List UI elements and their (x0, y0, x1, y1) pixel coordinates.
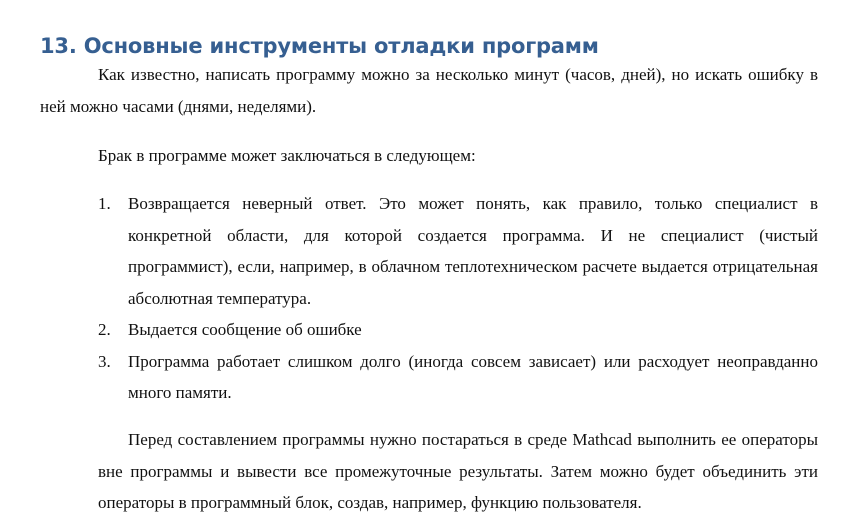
lead-paragraph: Брак в программе может заключаться в следующем: (98, 146, 476, 165)
list-item-text: Возвращается неверный ответ. Это может понять, как правило, только специалист в конкретной области, для которой создается программа. И не специалист (чистый программист), если, например, в облачном теплотехническом расчете выдается отрицательная абсолютная температура. (128, 194, 818, 308)
list-item-text: Программа работает слишком долго (иногда совсем зависает) или расходует неоправданно много памяти. (128, 351, 818, 402)
list-item (98, 188, 818, 314)
list-item (98, 314, 818, 346)
section-heading: 13. Основные инструменты отладки программ (40, 34, 599, 58)
list-item-number: 2. (98, 320, 111, 339)
list-item-text: Выдается сообщение об ошибке (128, 320, 362, 339)
list-item (98, 346, 818, 409)
list-item-number: 1. (98, 194, 111, 213)
intro-paragraph: Как известно, написать программу можно за несколько минут (часов, дней), но искать ошибку в ней можно часами (днями, неделями). (40, 65, 818, 116)
closing-paragraph: Перед составлением программы нужно постараться в среде Mathcad выполнить ее операторы вне программы и вывести все промежуточные результаты. Затем можно будет объединить эти операторы в программный блок, создав, например, функцию пользователя. (98, 430, 818, 512)
list-item-number: 3. (98, 351, 111, 371)
defect-list (98, 188, 818, 409)
